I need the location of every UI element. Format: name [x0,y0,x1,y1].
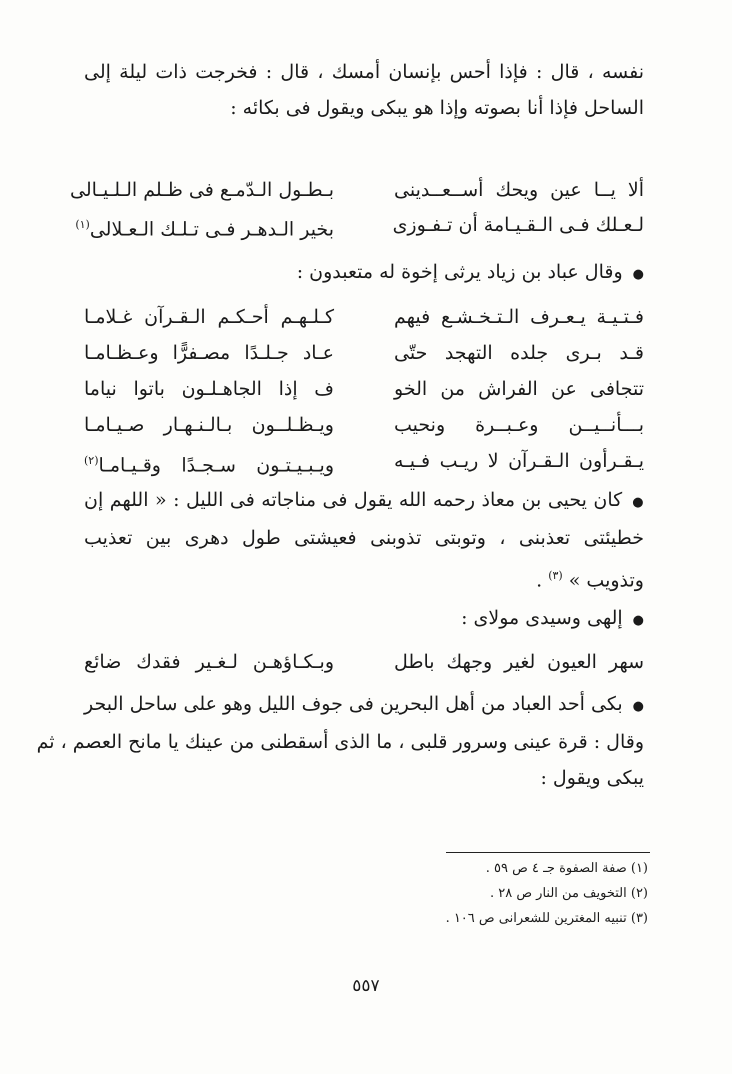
verse-hemistich-text: بخير الـدهـر فـى تـلـك الـعـلالى [89,218,334,241]
verse-hemistich-first: ألا يــا عين ويحك أســعــدينى [394,179,644,201]
verse-line [84,647,644,677]
verse-hemistich-first: سهر العيون لغير وجهك باطل [394,651,644,673]
verse-line [75,210,644,241]
verse-hemistich-first: فـتـيـة يـعـرف الـتـخـشـع فيهم [394,306,644,328]
verse-hemistich-second: بـطـول الـدّمـع فى ظـلم الـلـيـالى [70,179,334,201]
verse-hemistich-first: لـعـلك فـى الـقـيـامة أن تـفـوزى [392,214,644,236]
verse-hemistich-first: قـد بـرى جلده التهجد حتّى [394,342,644,364]
footnote: (١) صفة الصفوة جـ ٤ ص ٥٩ . [485,861,648,876]
footnote: (٢) التخويف من النار ص ٢٨ . [489,886,648,901]
verse-line [84,338,644,368]
verse-line [84,374,644,404]
verse-hemistich-second: كـلـهـم أحـكـم الـقـرآن غـلامـا [84,306,334,328]
verse-hemistich-second: وبـكـاؤهـن لـغـير فقدك ضائع [84,651,334,673]
verse-hemistich-first: يـقـرأون الـقـرآن لا ريـب فـيـه [394,450,644,472]
footnote: (٣) تنبيه المغترين للشعرانى ص ١٠٦ . [445,911,648,926]
bullet-paragraph: ● إلهى وسيدى مولاى : [84,604,644,635]
verse-hemistich-second: ف إذا الجاهـلـون باتوا نياما [84,378,334,400]
bullet-paragraph: ● وقال عباد بن زياد يرثى إخوة له متعبدون : [84,258,644,289]
footnote-divider [446,852,650,853]
footnote-ref: (١) [75,218,90,231]
verse-hemistich-text: ويـبـيـتـون سـجـدًا وقـيـامـا [98,454,334,477]
verse-line [84,302,644,332]
verse-hemistich-second [84,446,334,480]
verse-line [84,446,644,476]
bullet-paragraph: ● كان يحيى بن معاذ رحمه الله يقول فى مناجاته فى الليل : « اللهم إن [84,486,644,517]
verse-line [84,410,644,440]
verse-hemistich-first: بـــأنــيــن وعـبــرة ونحيب [394,414,644,436]
paragraph-line: وتذويب » $^{(٣)}$ . [536,569,644,592]
verse-line [70,175,644,205]
verse-hemistich-second: ويـظـلــون بـالـنـهـار صـيـامـا [84,414,334,436]
footnote-ref: (٣) [548,569,563,582]
paragraph-line: خطيئتى تعذبنى ، وتوبتى تذوبنى فعيشتى طول دهرى بين تعذيب [84,527,644,549]
page-number: ٥٥٧ [352,976,380,996]
verse-hemistich-first: تتجافى عن الفراش من الخو [394,378,644,400]
bullet-paragraph: ● بكى أحد العباد من أهل البحرين فى جوف الليل وهو على ساحل البحر [84,690,644,721]
paragraph-line: الساحل فإذا أنا بصوته وإذا هو يبكى ويقول فى بكائه : [230,97,644,119]
paragraph-line: يبكى ويقول : [540,767,644,789]
paragraph-text: وتذويب » [568,569,644,592]
footnote-ref: (٢) [84,454,99,467]
verse-hemistich-second: عـاد جـلـدًا مصـفرًّا وعـظـامـا [84,342,334,364]
paragraph-line: نفسه ، قال : فإذا أحس بإنسان أمسك ، قال : فخرجت ذات ليلة إلى [84,61,644,83]
paragraph-line: وقال : قرة عينى وسرور قلبى ، ما الذى أسقطنى من عينك يا مانح العصم ، ثم [36,731,644,753]
verse-hemistich-second [75,210,334,244]
